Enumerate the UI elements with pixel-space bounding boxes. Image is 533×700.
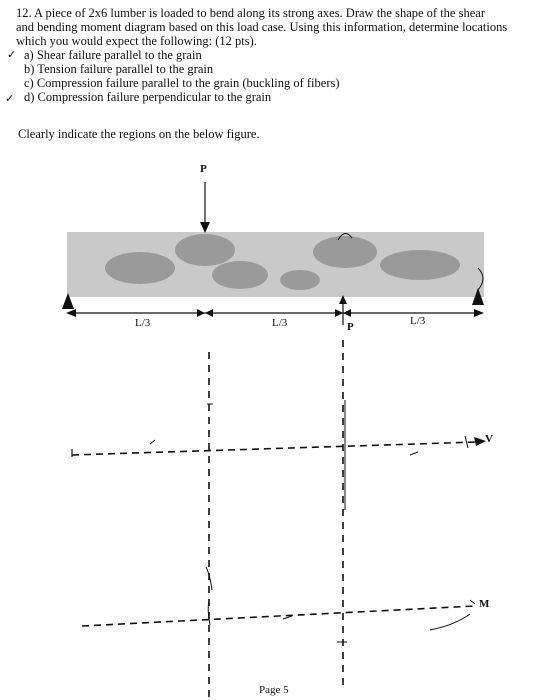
load-label-middle: P: [347, 321, 354, 333]
shear-axis-label: V: [485, 433, 493, 445]
question-line-1: 12. A piece of 2x6 lumber is loaded to bend along its strong axes. Draw the shape of the shear: [16, 6, 485, 20]
shear-axis-line: [72, 442, 478, 455]
span-label-1: L/3: [135, 317, 151, 329]
load-arrow-middle: [339, 295, 347, 325]
handwritten-marks: [150, 400, 475, 642]
option-d: d) Compression failure perpendicular to the grain: [24, 90, 272, 104]
handwritten-check-mark-a: ✓: [7, 49, 17, 61]
option-c: c) Compression failure parallel to the grain (buckling of fibers): [24, 76, 340, 90]
handwritten-check-mark-d: ✓: [5, 93, 15, 105]
moment-axis-label: M: [479, 598, 490, 610]
page-number: Page 5: [259, 684, 289, 696]
question-line-2: and bending moment diagram based on this load case. Using this information, determine locations: [16, 20, 508, 34]
question-line-3: which you would expect the following: (12 pts).: [16, 34, 257, 48]
load-label-top: P: [200, 163, 207, 175]
moment-axis-line: [82, 606, 475, 626]
span-label-2: L/3: [272, 317, 288, 329]
load-arrow-top: [200, 182, 210, 233]
instruction-text: Clearly indicate the regions on the below figure.: [18, 127, 260, 141]
option-b: b) Tension failure parallel to the grain: [24, 62, 214, 76]
option-a: a) Shear failure parallel to the grain: [24, 48, 202, 62]
span-label-3: L/3: [410, 315, 426, 327]
